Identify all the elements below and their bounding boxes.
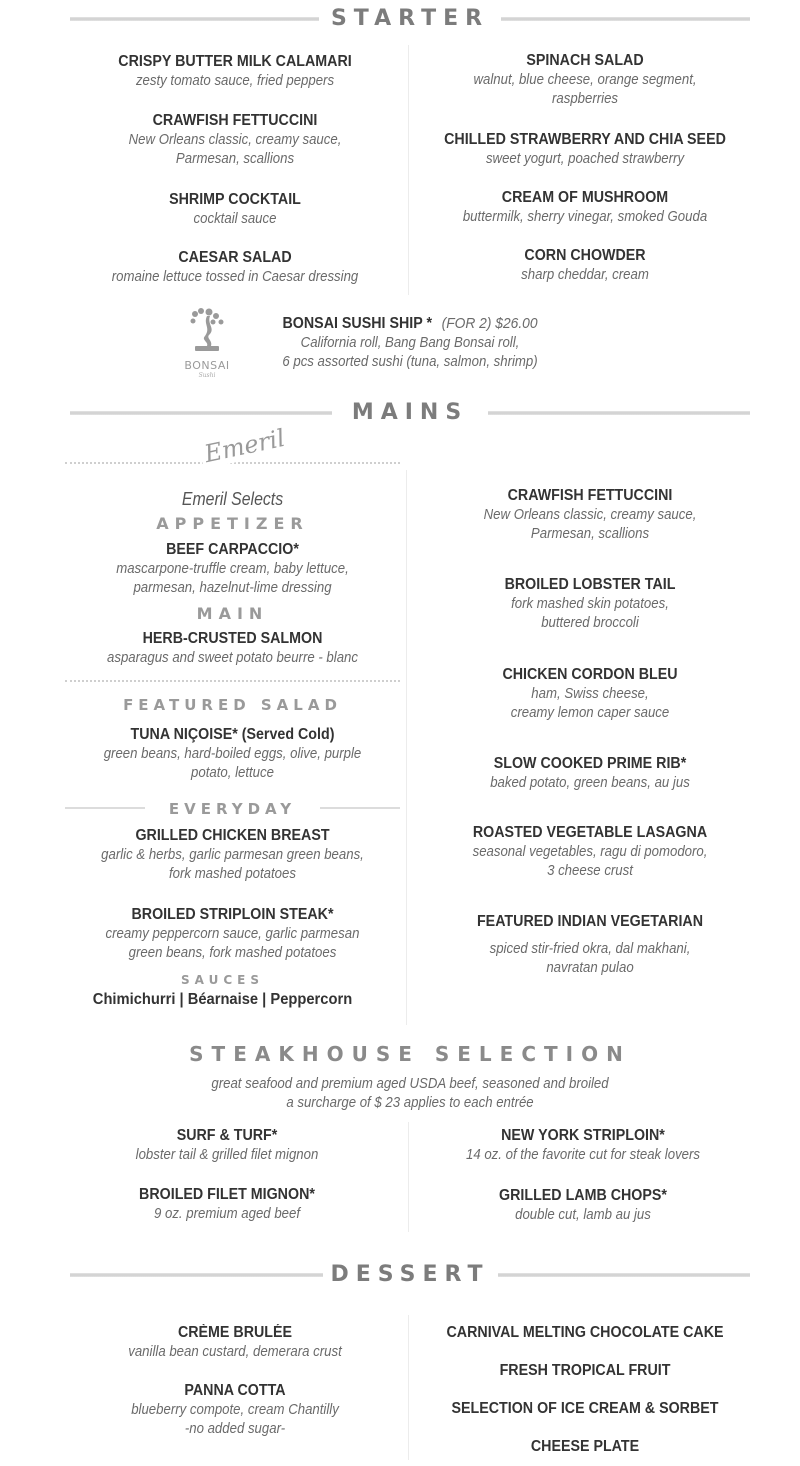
divider-line — [501, 17, 750, 21]
item-name: CRISPY BUTTER MILK CALAMARI — [118, 53, 352, 70]
item-desc: creamy lemon caper sauce — [510, 704, 670, 721]
special-item — [235, 314, 585, 371]
item-desc: Parmesan, scallions — [530, 525, 650, 542]
menu-item — [410, 51, 760, 108]
menu-item — [52, 1185, 402, 1223]
menu-item — [415, 575, 765, 632]
item-name: SURF & TURF* — [176, 1127, 278, 1144]
menu-item — [410, 188, 760, 226]
divider-line — [70, 411, 332, 415]
menu-item — [410, 1437, 760, 1456]
starter-title: STARTER — [330, 6, 490, 31]
item-name: CRAWFISH FETTUCCINI — [507, 487, 673, 504]
item-desc: seasonal vegetables, ragu di pomodoro, — [472, 843, 708, 860]
item-name: CREAM OF MUSHROOM — [501, 189, 669, 206]
item-name: CAESAR SALAD — [178, 249, 292, 266]
item-desc: buttermilk, sherry vinegar, smoked Gouda — [462, 208, 708, 225]
bonsai-logo-sub: Sushi — [198, 372, 216, 379]
appetizer-label: APPETIZER — [156, 514, 309, 533]
item-name: CARNIVAL MELTING CHOCOLATE CAKE — [446, 1324, 724, 1341]
item-name: HERB-CRUSTED SALMON — [142, 630, 323, 647]
item-desc: double cut, lamb au jus — [515, 1206, 651, 1223]
item-name: SPINACH SALAD — [526, 52, 644, 69]
menu-item — [60, 111, 410, 168]
intro-line: great seafood and premium aged USDA beef, seasoned and broiled — [211, 1075, 609, 1092]
item-desc: fork mashed skin potatoes, — [511, 595, 669, 612]
starter-section-header — [70, 6, 750, 31]
emeril-selects: Emeril Selects — [181, 489, 284, 509]
menu-item — [60, 540, 405, 597]
item-desc: -no added sugar- — [184, 1420, 286, 1437]
item-desc: cocktail sauce — [193, 210, 277, 227]
menu-item — [410, 130, 760, 168]
intro-line: a surcharge of $ 23 applies to each entrée — [286, 1094, 534, 1111]
item-name: BEEF CARPACCIO* — [166, 541, 299, 558]
item-desc: sweet yogurt, poached strawberry — [485, 150, 685, 167]
main-label: MAIN — [196, 604, 269, 623]
menu-item — [415, 912, 765, 977]
dessert-section-header — [70, 1262, 750, 1287]
divider-line — [70, 17, 319, 21]
dotted-divider — [65, 680, 400, 682]
item-name: SELECTION OF ICE CREAM & SORBET — [451, 1400, 719, 1417]
item-name: CRAWFISH FETTUCCINI — [152, 112, 318, 129]
menu-item — [60, 52, 410, 90]
item-desc: green beans, hard-boiled eggs, olive, purple — [103, 745, 362, 762]
item-desc: mascarpone-truffle cream, baby lettuce, — [116, 560, 349, 577]
item-name: FEATURED INDIAN VEGETARIAN — [476, 913, 704, 930]
divider-line — [498, 1273, 751, 1277]
price-note: (FOR 2) $26.00 — [441, 315, 538, 332]
item-desc: California roll, Bang Bang Bonsai roll, — [300, 334, 520, 351]
item-desc: navratan pulao — [546, 959, 634, 976]
item-name: BROILED STRIPLOIN STEAK* — [131, 906, 334, 923]
item-desc: vanilla bean custard, demerara crust — [128, 1343, 342, 1360]
item-name: CHEESE PLATE — [530, 1438, 640, 1455]
steakhouse-title: STEAKHOUSE SELECTION — [189, 1042, 631, 1066]
item-desc: blueberry compote, cream Chantilly — [131, 1401, 339, 1418]
item-desc: Parmesan, scallions — [175, 150, 295, 167]
item-desc: walnut, blue cheese, orange segment, — [473, 71, 697, 88]
featured-salad-label: FEATURED SALAD — [123, 696, 342, 714]
menu-item — [408, 1126, 758, 1164]
menu-item — [410, 1361, 760, 1380]
item-name: PANNA COTTA — [184, 1382, 286, 1399]
item-name: CHILLED STRAWBERRY AND CHIA SEED — [444, 131, 726, 148]
mains-section-header — [70, 400, 750, 425]
bonsai-tree-icon — [185, 306, 229, 356]
item-desc: New Orleans classic, creamy sauce, — [483, 506, 697, 523]
dessert-title: DESSERT — [330, 1262, 490, 1287]
everyday-label: EVERYDAY — [168, 800, 297, 818]
menu-item — [60, 1381, 410, 1438]
divider-line — [488, 411, 750, 415]
menu-item — [52, 1126, 402, 1164]
item-name: CHICKEN CORDON BLEU — [502, 666, 678, 683]
menu-item — [60, 190, 410, 228]
item-desc: parmesan, hazelnut-lime dressing — [133, 579, 332, 596]
menu-item — [60, 905, 405, 962]
item-desc: spiced stir-fried okra, dal makhani, — [489, 940, 691, 957]
menu-item — [415, 823, 765, 880]
item-desc: romaine lettuce tossed in Caesar dressing — [111, 268, 359, 285]
item-name: CORN CHOWDER — [524, 247, 646, 264]
item-name: NEW YORK STRIPLOIN* — [501, 1127, 665, 1144]
item-desc: garlic & herbs, garlic parmesan green beans, — [101, 846, 364, 863]
item-name: GRILLED LAMB CHOPS* — [499, 1187, 667, 1204]
item-desc: asparagus and sweet potato beurre - blanc — [107, 649, 358, 666]
item-desc: creamy peppercorn sauce, garlic parmesan — [105, 925, 360, 942]
item-name: FRESH TROPICAL FRUIT — [499, 1362, 671, 1379]
item-name: ROASTED VEGETABLE LASAGNA — [472, 824, 708, 841]
menu-item — [60, 1323, 410, 1361]
item-desc: 9 oz. premium aged beef — [153, 1205, 301, 1222]
menu-item — [60, 248, 410, 286]
sauces-label: SAUCES — [181, 973, 264, 987]
menu-item — [415, 665, 765, 722]
item-desc: 6 pcs assorted sushi (tuna, salmon, shrimp) — [282, 353, 538, 370]
menu-item — [415, 486, 765, 543]
item-desc: ham, Swiss cheese, — [531, 685, 649, 702]
item-desc: baked potato, green beans, au jus — [490, 774, 690, 791]
bonsai-logo-text: BONSAI — [184, 359, 230, 372]
item-desc: lobster tail & grilled filet mignon — [135, 1146, 319, 1163]
emeril-heading — [60, 490, 405, 509]
item-name: BONSAI SUSHI SHIP * — [282, 315, 433, 332]
item-desc: buttered broccoli — [541, 614, 639, 631]
item-desc: zesty tomato sauce, fried peppers — [135, 72, 335, 89]
menu-item — [410, 1323, 760, 1342]
bonsai-logo — [172, 306, 242, 386]
item-desc: potato, lettuce — [191, 764, 274, 781]
item-desc: fork mashed potatoes — [169, 865, 296, 882]
emeril-signature: Emeril — [198, 423, 291, 469]
item-desc: green beans, fork mashed potatoes — [128, 944, 337, 961]
item-desc: 14 oz. of the favorite cut for steak lovers — [465, 1146, 701, 1163]
item-name: BROILED FILET MIGNON* — [139, 1186, 315, 1203]
steakhouse-intro — [60, 1074, 760, 1112]
menu-item — [60, 629, 405, 667]
mains-title: MAINS — [351, 400, 469, 425]
item-desc: New Orleans classic, creamy sauce, — [128, 131, 342, 148]
item-name: BROILED LOBSTER TAIL — [504, 576, 676, 593]
item-name: TUNA NIÇOISE* (Served Cold) — [130, 726, 335, 743]
sauces: Chimichurri | Béarnaise | Peppercorn — [92, 991, 353, 1008]
item-desc: 3 cheese crust — [547, 862, 633, 879]
item-desc: sharp cheddar, cream — [521, 266, 649, 283]
item-name: GRILLED CHICKEN BREAST — [135, 827, 330, 844]
menu-item — [410, 246, 760, 284]
item-name: SLOW COOKED PRIME RIB* — [493, 755, 687, 772]
item-name: CRÈME BRULÉE — [177, 1324, 293, 1341]
menu-item — [60, 725, 405, 782]
menu-item — [60, 826, 405, 883]
menu-item — [410, 1399, 760, 1418]
item-name: SHRIMP COCKTAIL — [169, 191, 301, 208]
column-divider — [406, 470, 407, 1025]
menu-item — [415, 754, 765, 792]
divider-line — [70, 1273, 323, 1277]
sauces-list — [50, 990, 395, 1009]
menu-item — [408, 1186, 758, 1224]
item-desc: raspberries — [551, 90, 619, 107]
